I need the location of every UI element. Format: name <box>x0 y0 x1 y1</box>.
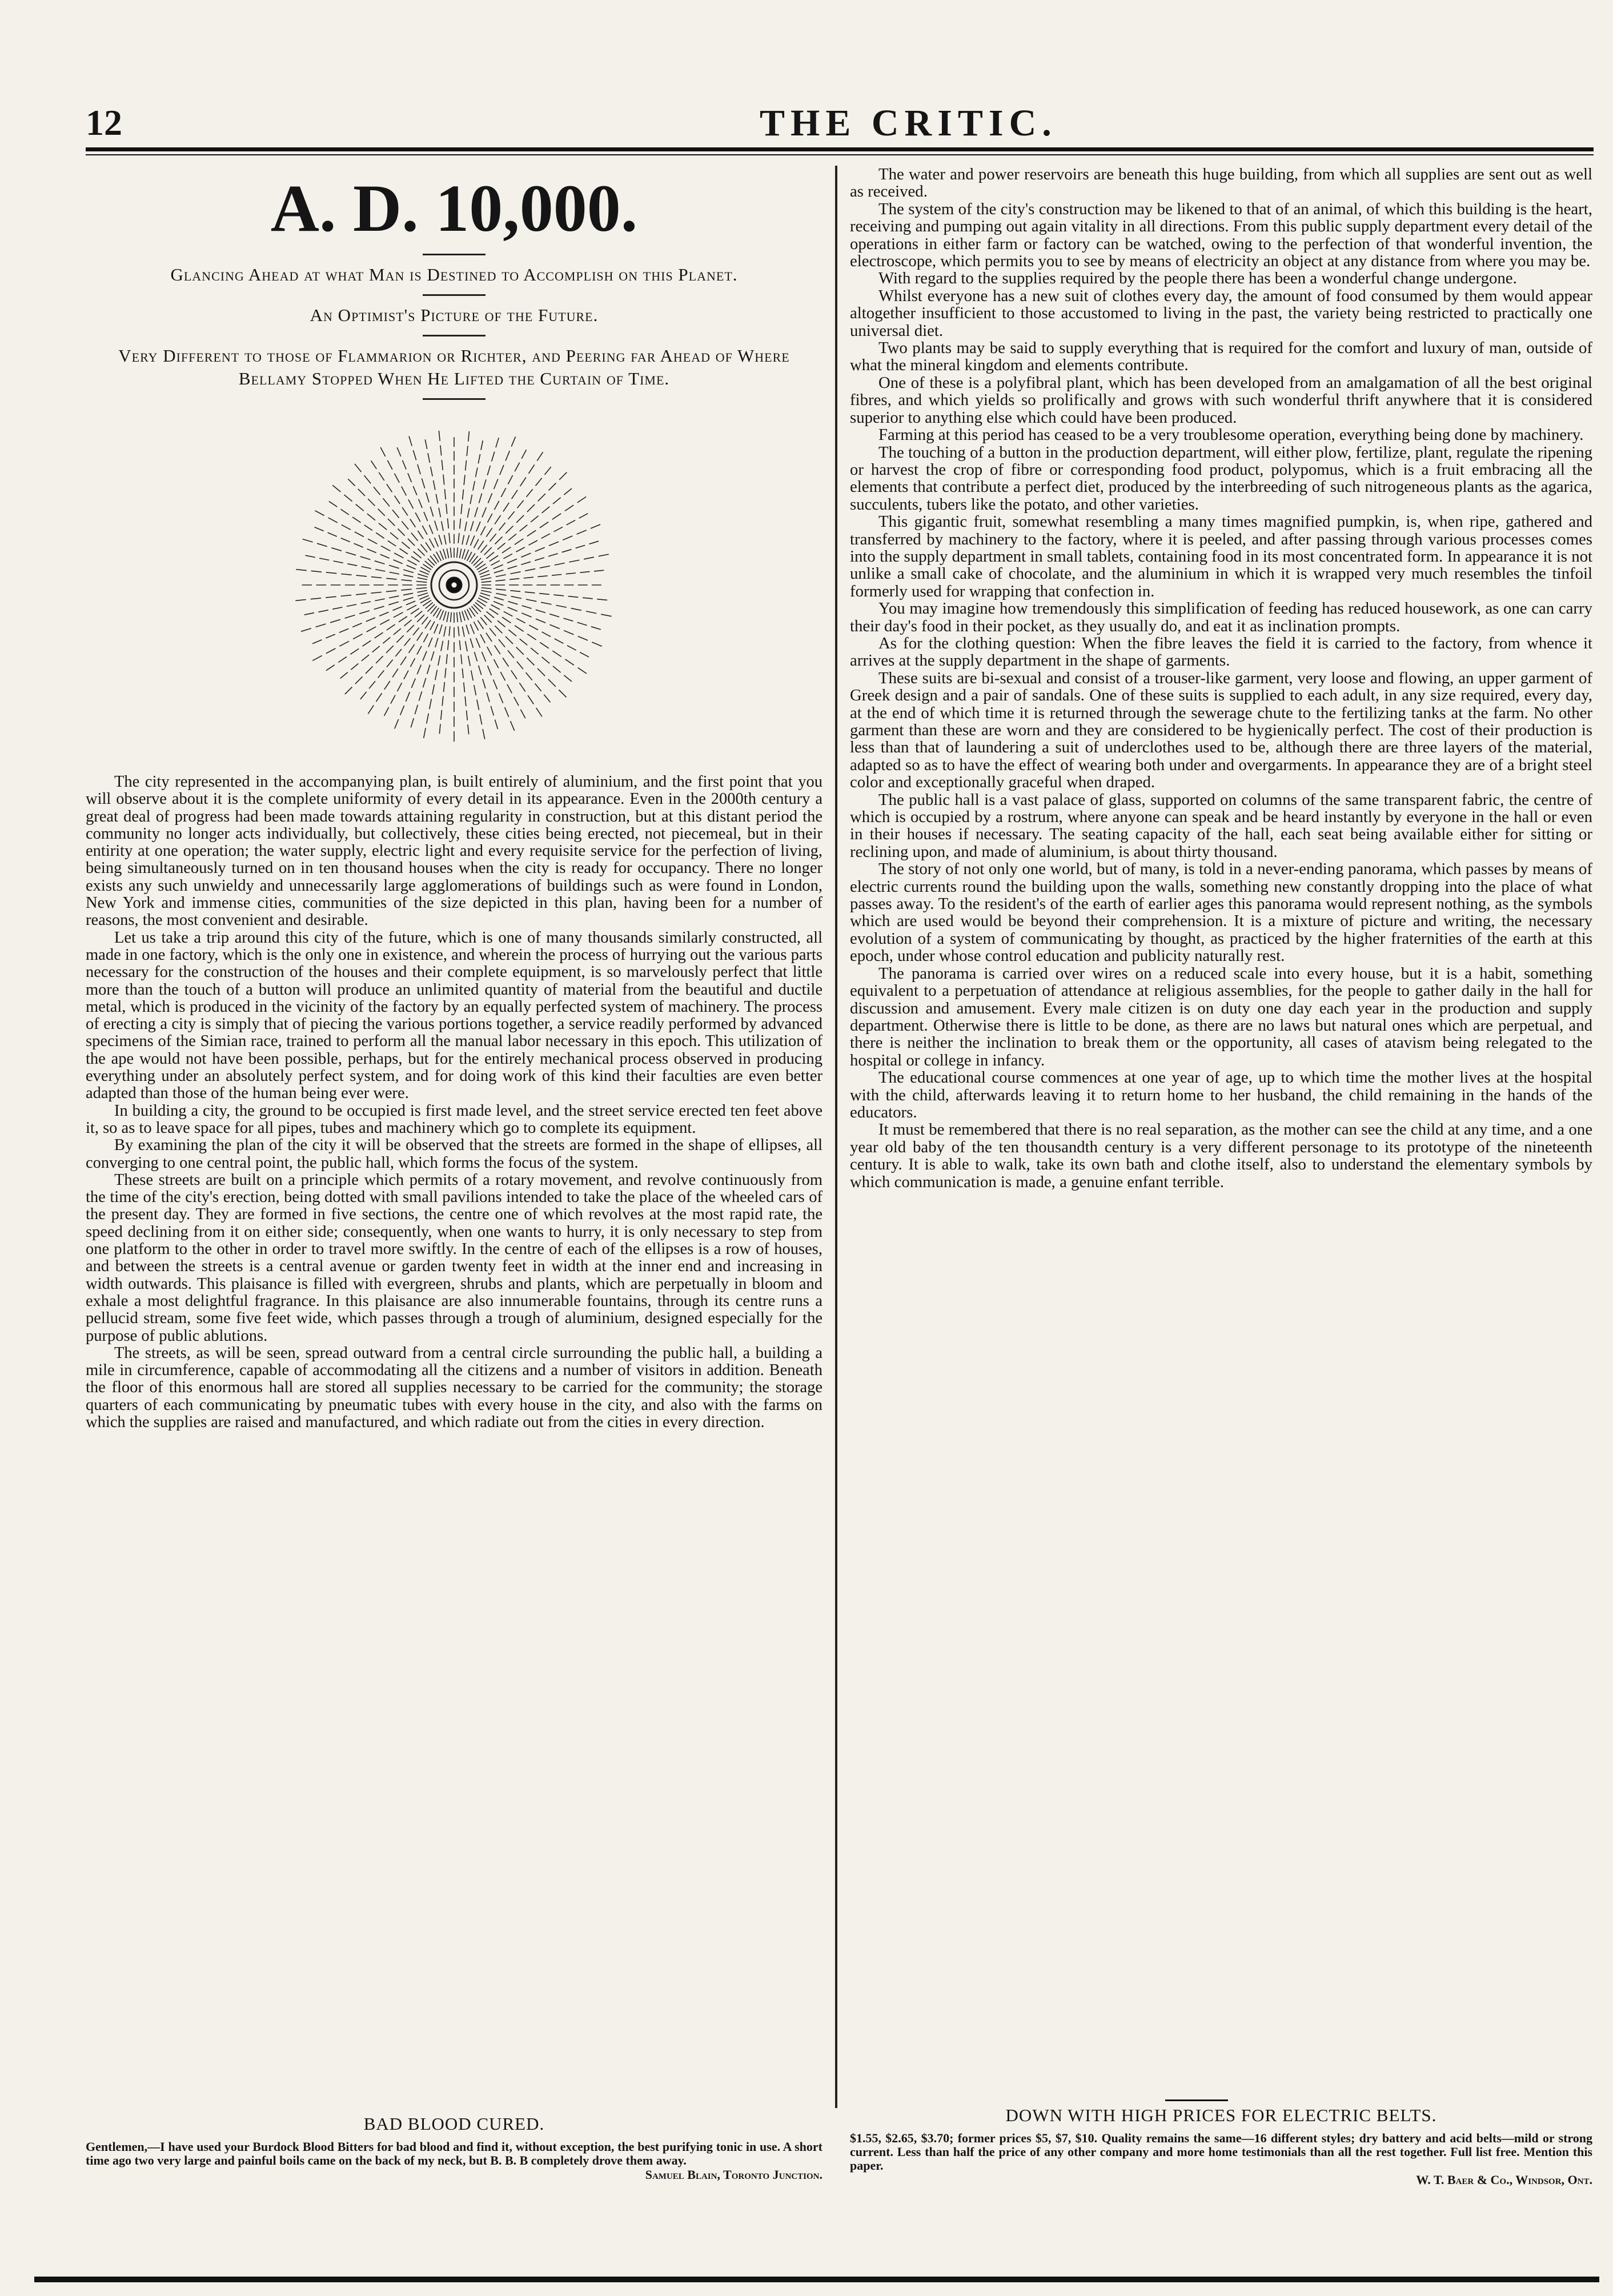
right-paragraph: Farming at this period has ceased to be a very troublesome operation, everything being done by machinery. <box>878 426 1584 444</box>
right-paragraph: The water and power reservoirs are beneath this huge building, from which all supplies are sent out as well as received. <box>850 165 1592 201</box>
left-paragraph: By examining the plan of the city it will be observed that the streets are formed in the shape of ellipses, all converging to one central point, the public hall, which forms the focus of the system. <box>86 1136 822 1172</box>
right-paragraph: With regard to the supplies required by the people there has been a wonderful change undergone. <box>878 269 1517 288</box>
right-column <box>850 166 1592 2108</box>
city-plan-illustration <box>277 408 631 762</box>
masthead <box>86 102 1594 147</box>
right-paragraph: The educational course commences at one year of age, up to which time the mother lives at the hospital with the child, afterwards leaving it to return home to her husband, the child remaining in the hands of the educators. <box>850 1068 1592 1121</box>
subhead-rule-1 <box>423 294 485 296</box>
right-paragraph: Whilst everyone has a new suit of clothes every day, the amount of food consumed by them would appear altogether insufficient to those accustomed to living in the past, the variety being restricted to practically one universal diet. <box>850 286 1592 340</box>
article-headline: A. D. 10,000. <box>270 171 638 246</box>
page-number: 12 <box>86 102 122 143</box>
subhead-rule-3 <box>423 398 485 400</box>
left-column <box>86 171 822 2102</box>
subhead-3: Very Different to those of Flammarion or Richter, and Peering far Ahead of Where Bellamy Stopped When He Lifted the Curtain of Time. <box>118 346 790 388</box>
column-divider <box>835 166 837 2108</box>
ad-title: BAD BLOOD CURED. <box>363 2114 545 2134</box>
masthead-rule-thin <box>86 154 1594 155</box>
journal-title: THE CRITIC. <box>760 102 1057 144</box>
left-paragraph: The streets, as will be seen, spread outward from a central circle surrounding the public hall, a building a mile in circumference, capable of accommodating all the citizens and a number of visitors in addition. Beneath the floor of this enormous hall are stored all supplies necessary to be carried for the community; the storage quarters of each communicating by pneumatic tubes with every house in the city, and also with the farms on which the supplies are raised and manufactured, and which radiate out from the cities in every direction. <box>86 1344 822 1431</box>
right-paragraph: As for the clothing question: When the fibre leaves the field it is carried to the factory, from whence it arrives at the supply department in the shape of garments. <box>850 634 1592 670</box>
left-paragraph: These streets are built on a principle which permits of a rotary movement, and revolve continuously from the time of the city's erection, being dotted with small pavilions intended to take the place of the wheeled cars of the present day. They are formed in five sections, the centre one of which revolves at the most rapid rate, the speed declining from it on either side; consequently, when one wants to hurry, it is only necessary to step from one platform to the other in order to travel more swiftly. In the centre of each of the ellipses is a row of houses, and between the streets is a central avenue or garden twenty feet in width at the inner end and increasing in width outwards. This plaisance is filled with evergreen, shrubs and plants, which are perpetually in bloom and exhale a most delightful fragrance. In this plaisance are also innumerable fountains, through its centre runs a pellucid stream, some five feet wide, which passes through a trough of aluminium, designed especially for the purpose of public ablutions. <box>86 1171 822 1345</box>
right-paragraph: The story of not only one world, but of many, is told in a never-ending panorama, which passes by means of electric currents round the building upon the walls, something new constantly dropping into the place of what passes away. To the resident's of the earth of earlier ages this panorama would represent nothing, as the symbols which are used would be beyond their comprehension. It is a mixture of picture and writing, the necessary evolution of a system of communicating by thought, as practiced by the higher fraternities of the earth at this epoch, under whose control education and publicity naturally rest. <box>850 860 1592 965</box>
right-paragraph: The touching of a button in the production department, will either plow, fertilize, plant, regulate the ripening or harvest the crop of fibre or corresponding food product, polypomus, which is a fruit embracing all the elements that contribute a perfect diet, produced by the interbreeding of such nitrogeneous plants as the agarica, succulents, tubers like the potato, and other varieties. <box>850 443 1592 514</box>
ad-signature: W. T. Baer & Co., Windsor, Ont. <box>1416 2173 1592 2187</box>
advertisement-bad-blood <box>86 2114 822 2182</box>
right-paragraph: The public hall is a vast palace of glass, supported on columns of the same transparent fabric, the centre of which is occupied by a rostrum, where anyone can speak and be heard instantly by everyone in the hall or even in their houses if necessary. The seating capacity of the hall, each seat being available either for sitting or reclining upon, and made of aluminium, is about thirty thousand. <box>850 790 1592 861</box>
ad-title: DOWN WITH HIGH PRICES FOR ELECTRIC BELTS. <box>1005 2105 1437 2125</box>
right-paragraph: The panorama is carried over wires on a reduced scale into every house, but it is a habit, something equivalent to a perpetuation of attendance at religious assemblies, for the people to gather daily in the hall for discussion and amusement. Every male citizen is on duty one day each year in the production and supply department. Otherwise there is little to be done, as there are no laws but natural ones which are perpetual, and there is neither the inclination to break them or the opportunity, all cases of atavism being relegated to the hospital or college in infancy. <box>850 964 1592 1069</box>
left-paragraph: Let us take a trip around this city of the future, which is one of many thousands similarly constructed, all made in one factory, which is the only one in existence, and wherein the process of hurrying out the various parts necessary for the construction of the houses and their complete equipment, is so marvelously perfect that little more than the touch of a button will produce an unlimited quantity of material from the beautiful and ductile metal, which is produced in the vicinity of the factory by an equally perfected system of machinery. The process of erecting a city is simply that of piecing the various portions together, a service readily performed by advanced specimens of the Simian race, trained to perform all the manual labor necessary in this epoch. This utilization of the ape would not have been possible, perhaps, but for the entirely mechanical process observed in producing everything under an absolutely perfect system, and for doing work of this kind their faculties are even better adapted than those of the human being ever were. <box>86 928 822 1103</box>
right-paragraph: You may imagine how tremendously this simplification of feeding has reduced housework, as one can carry their day's food in their pocket, as they usually do, and eat it as inclination prompts. <box>850 599 1592 635</box>
right-paragraph: These suits are bi-sexual and consist of a trouser-like garment, very loose and flowing, an upper garment of Greek design and a pair of sandals. One of these suits is supplied to each adult, in any size required, every day, at the end of which time it is returned through the sewerage chute to the fertilizing tanks at the farm. No other garment than these are worn and they are considered to be hygienically perfect. The cost of their production is less than that of laundering a suit of underclothes used to be, although there are three layers of the material, adapted so as to have the effect of wearing both under and overgarments. In appearance they are of a bright steel color and exceptionally graceful when draped. <box>850 668 1592 792</box>
ad-signature: Samuel Blain, Toronto Junction. <box>645 2167 822 2182</box>
right-paragraph: One of these is a polyfibral plant, which has been developed from an amalgamation of all the best original fibres, and which yields so prolifically and grows with such wonderful thrift anywhere that it is considered superior to anything else which could have been produced. <box>850 373 1592 427</box>
subhead-rule-2 <box>423 335 485 336</box>
advertisement-electric-belts <box>850 2105 1592 2187</box>
article-end-rule <box>1165 2099 1228 2101</box>
ad-text: $1.55, $2.65, $3.70; former prices $5, $7, $10. Quality remains the same—16 different styles; dry battery and acid belts—mild or strong current. Less than half the price of any other company and more home testimonials than all the rest together. Full list free. Mention this paper. <box>850 2131 1592 2173</box>
headline-rule <box>423 254 485 255</box>
right-paragraph: It must be remembered that there is no real separation, as the mother can see the child at any time, and a one year old baby of the ten thousandth century is a very different personage to its prototype of the nineteenth century. It is able to walk, take its own bath and clothe itself, also to understand the elementary symbols by which communication is made, a genuine enfant terrible. <box>850 1120 1592 1191</box>
right-paragraph: Two plants may be said to supply everything that is required for the comfort and luxury of man, outside of what the mineral kingdom and elements contribute. <box>850 339 1592 375</box>
left-paragraph: The city represented in the accompanying plan, is built entirely of aluminium, and the first point that you will observe about it is the complete uniformity of every detail in its appearance. Even in the 2000th century a great deal of progress had been made towards attaining regularity in construction, but at this distant period the community no longer acts individually, but collectively, these cities being erected, not piecemeal, but in their entirity at one operation; the water supply, electric light and every requisite service for the perfection of living, being simultaneously turned on in ten thousand houses when the city is ready for occupancy. There no longer exists any such unwieldy and unnecessarily large agglomerations of buildings such as were found in London, New York and immense cities, communities of the size depicted in this plan, having been for a number of reasons, the most convenient and desirable. <box>86 773 822 929</box>
masthead-rule-thick <box>86 147 1594 151</box>
subhead-1: Glancing Ahead at what Man is Destined to Accomplish on this Planet. <box>170 265 738 285</box>
ad-text: Gentlemen,—I have used your Burdock Blood Bitters for bad blood and find it, without exception, the best purifying tonic in use. A short time ago two very large and painful boils came on the back of my neck, but B. B. B completely drove them away. <box>86 2139 822 2167</box>
right-paragraph: This gigantic fruit, somewhat resembling a many times magnified pumpkin, is, when ripe, gathered and transferred by machinery to the factory, where it is peeled, and after passing through various processes comes into the supply department in small tablets, containing food in its most concentrated form. In appearance it is not unlike a small cake of chocolate, and the aluminium in which it is wrapped very much resembles the tinfoil formerly used for wrapping that confection in. <box>850 512 1592 600</box>
page-bottom-rule <box>34 2277 1599 2282</box>
left-column-text <box>86 774 822 1431</box>
subhead-2: An Optimist's Picture of the Future. <box>310 305 599 325</box>
left-paragraph: In building a city, the ground to be occupied is first made level, and the street service erected ten feet above it, so as to leave space for all pipes, tubes and machinery which go to complete its equipment. <box>86 1101 822 1137</box>
right-paragraph: The system of the city's construction may be likened to that of an animal, of which this building is the heart, receiving and pumping out again vitality in all directions. From this public supply department every detail of the operations in either farm or factory can be watched, owing to the perfection of that wonderful invention, the electroscope, which permits you to see by means of electricity an object at any distance from where you may be. <box>850 199 1592 271</box>
